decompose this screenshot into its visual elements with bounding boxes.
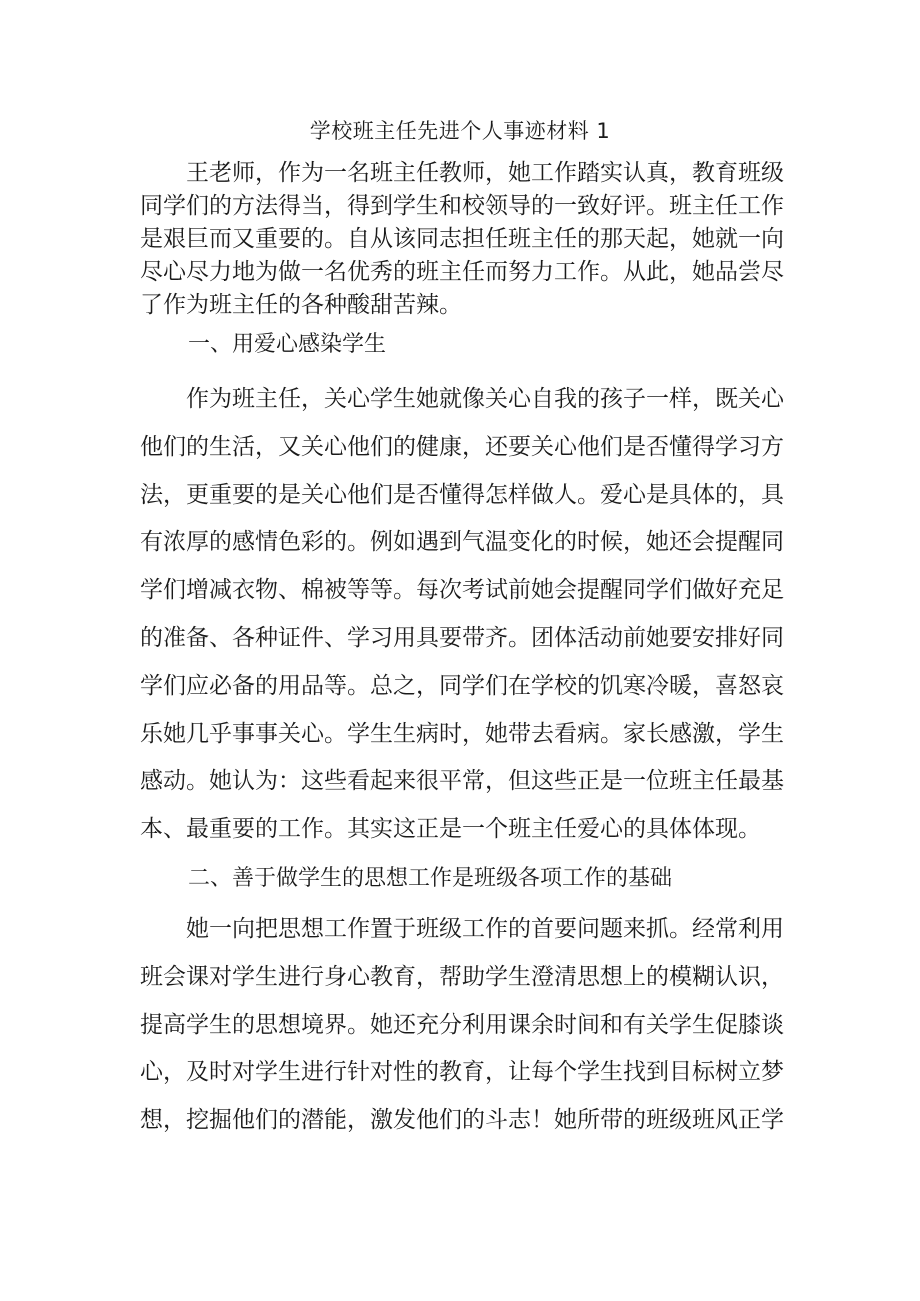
section-heading-1: 一、用爱心感染学生	[188, 332, 387, 357]
paragraph-line: 想，挖掘他们的潜能，激发他们的斗志！她所带的班级班风正学	[140, 1107, 784, 1134]
paragraph-line: 王老师，作为一名班主任教师，她工作踏实认真，教育班级	[186, 160, 784, 186]
paragraph-line: 班会课对学生进行身心教育，帮助学生澄清思想上的模糊认识，	[140, 963, 784, 990]
section-1-paragraph	[140, 376, 800, 854]
paragraph-line: 本、最重要的工作。其实这正是一个班主任爱心的具体体现。	[140, 816, 761, 843]
intro-paragraph	[140, 157, 800, 322]
document-title: 学校班主任先进个人事迹材料 1	[309, 119, 611, 143]
paragraph-line: 了作为班主任的各种酸甜苦辣。	[140, 292, 462, 318]
paragraph-line: 有浓厚的感情色彩的。例如遇到气温变化的时候，她还会提醒同	[140, 529, 784, 556]
paragraph-line: 同学们的方法得当，得到学生和校领导的一致好评。班主任工作	[140, 193, 784, 219]
paragraph-line: 他们的生活，又关心他们的健康，还要关心他们是否懂得学习方	[140, 433, 784, 460]
paragraph-line: 学们增减衣物、棉被等等。每次考试前她会提醒同学们做好充足	[140, 577, 784, 604]
paragraph-line: 是艰巨而又重要的。自从该同志担任班主任的那天起，她就一向	[140, 226, 784, 252]
section-heading-2: 二、善于做学生的思想工作是班级各项工作的基础	[188, 866, 673, 891]
paragraph-line: 乐她几乎事事关心。学生生病时，她带去看病。家长感激，学生	[140, 720, 784, 747]
section-2-paragraph	[140, 906, 800, 1145]
paragraph-line: 作为班主任，关心学生她就像关心自我的孩子一样，既关心	[186, 386, 784, 412]
paragraph-line: 她一向把思想工作置于班级工作的首要问题来抓。经常利用	[186, 916, 784, 942]
paragraph-line: 法，更重要的是关心他们是否懂得怎样做人。爱心是具体的，具	[140, 481, 784, 508]
paragraph-line: 的准备、各种证件、学习用具要带齐。团体活动前她要安排好同	[140, 624, 784, 651]
paragraph-line: 学们应必备的用品等。总之，同学们在学校的饥寒冷暖，喜怒哀	[140, 672, 784, 699]
paragraph-line: 感动。她认为：这些看起来很平常，但这些正是一位班主任最基	[140, 768, 784, 795]
paragraph-line: 心，及时对学生进行针对性的教育，让每个学生找到目标树立梦	[140, 1059, 784, 1086]
paragraph-line: 尽心尽力地为做一名优秀的班主任而努力工作。从此，她品尝尽	[140, 259, 784, 285]
paragraph-line: 提高学生的思想境界。她还充分利用课余时间和有关学生促膝谈	[140, 1011, 784, 1038]
